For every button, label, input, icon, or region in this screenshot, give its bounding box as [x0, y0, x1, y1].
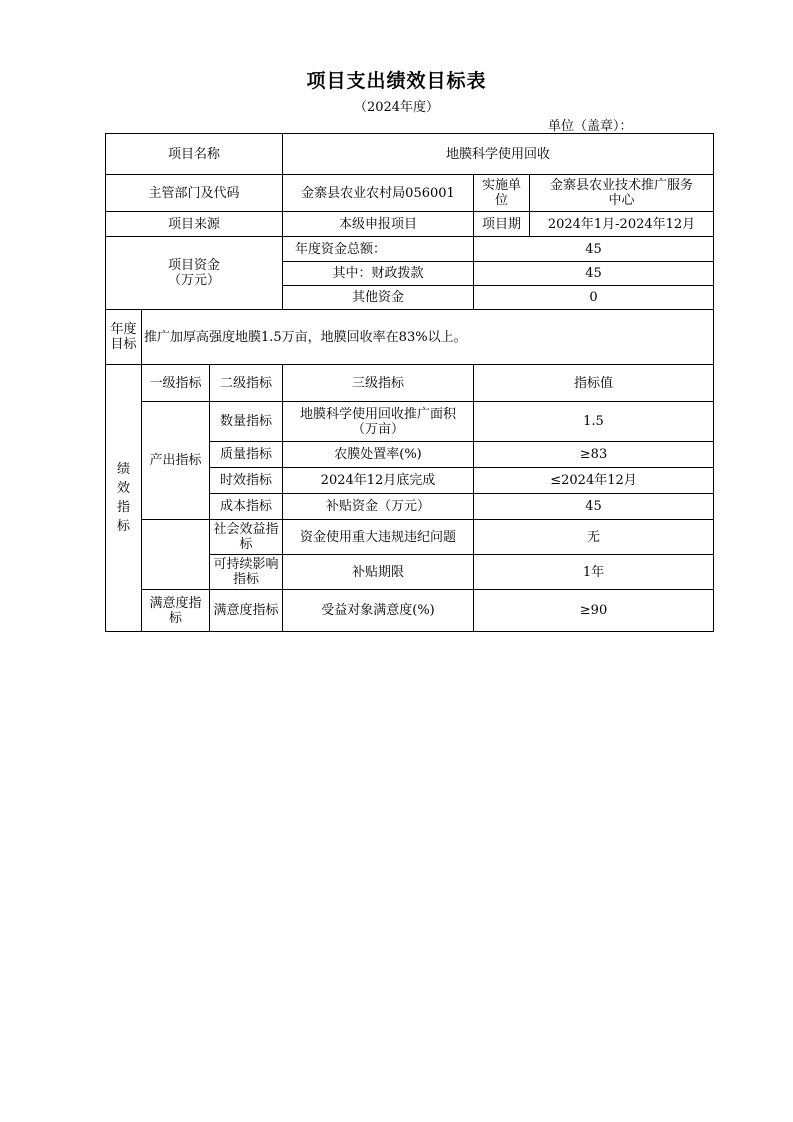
funds-total-label: 年度资金总额： — [283, 237, 474, 262]
level2-cell: 满意度指标 — [210, 590, 283, 632]
table-row — [106, 402, 714, 442]
performance-target-table — [105, 133, 714, 632]
value-cell: 45 — [474, 494, 714, 520]
level3-cell — [283, 402, 474, 442]
department-row — [106, 175, 714, 212]
value-cell: 1年 — [474, 555, 714, 590]
project-name-label: 项目名称 — [106, 134, 283, 175]
department-label: 主管部门及代码 — [106, 175, 283, 212]
level3-line2: （万亩） — [351, 421, 404, 437]
funds-label — [106, 237, 283, 310]
project-name-row — [106, 134, 714, 175]
value-cell: 1.5 — [474, 402, 714, 442]
table-row — [106, 520, 714, 555]
level2-cell: 质量指标 — [210, 442, 283, 468]
level3-line1: 地膜科学使用回收推广面积 — [299, 406, 456, 422]
funds-fiscal-label: 其中：财政拨款 — [283, 262, 474, 286]
level3-cell: 补贴期限 — [283, 555, 474, 590]
satisfaction-label-line1: 满意度指 — [149, 595, 202, 611]
level3-cell: 资金使用重大违规违纪问题 — [283, 520, 474, 555]
output-indicator-label: 产出指标 — [142, 402, 210, 520]
funds-other-label: 其他资金 — [283, 286, 474, 310]
department-value: 金寨县农业农村局056001 — [283, 175, 474, 212]
value-cell: ≥83 — [474, 442, 714, 468]
benefit-indicator-label — [142, 520, 210, 590]
level2-cell — [210, 555, 283, 590]
annual-goal-text: 推广加厚高强度地膜1.5万亩，地膜回收率在83%以上。 — [142, 310, 714, 365]
table-row — [106, 590, 714, 632]
column-header-level1: 一级指标 — [142, 365, 210, 402]
level3-cell: 2024年12月底完成 — [283, 468, 474, 494]
funds-fiscal-value: 45 — [474, 262, 714, 286]
year-subtitle: （2024年度） — [353, 100, 440, 115]
funds-total-row — [106, 237, 714, 262]
value-cell: ≥90 — [474, 590, 714, 632]
annual-goal-label-line2: 目标 — [110, 337, 137, 352]
vertical-char-1: 绩 — [116, 462, 130, 477]
project-source-label: 项目来源 — [106, 212, 283, 237]
value-cell: ≤2024年12月 — [474, 468, 714, 494]
level2-line1: 社会效益指 — [213, 522, 279, 537]
project-source-value: 本级申报项目 — [283, 212, 474, 237]
page-title: 项目支出绩效目标表 — [306, 70, 487, 92]
level2-line1: 可持续影响 — [213, 557, 279, 572]
funds-label-line1: 项目资金 — [167, 258, 220, 273]
annual-goal-label — [106, 310, 142, 365]
satisfaction-indicator-label — [142, 590, 210, 632]
level2-line2: 标 — [239, 537, 253, 552]
indicator-header-row — [106, 365, 714, 402]
implementing-unit-line1: 金寨县农业技术推广服务 — [549, 178, 693, 193]
project-name-value: 地膜科学使用回收 — [283, 134, 714, 175]
implementing-unit-value — [530, 175, 714, 212]
level2-cell: 成本指标 — [210, 494, 283, 520]
vertical-char-2: 效 — [116, 481, 130, 496]
vertical-char-3: 指 — [116, 500, 130, 515]
project-period-label: 项目期 — [474, 212, 530, 237]
unit-seal-label: 单位（盖章）： — [548, 119, 633, 134]
level3-cell: 补贴资金（万元） — [283, 494, 474, 520]
column-header-level2: 二级指标 — [210, 365, 283, 402]
funds-label-line2: （万元） — [167, 273, 220, 288]
funds-other-value: 0 — [474, 286, 714, 310]
performance-indicators-label — [106, 365, 142, 632]
level3-cell: 受益对象满意度(%) — [283, 590, 474, 632]
vertical-char-4: 标 — [116, 519, 130, 534]
level3-cell: 农膜处置率(%) — [283, 442, 474, 468]
annual-goal-label-line1: 年度 — [110, 322, 137, 337]
source-row — [106, 212, 714, 237]
value-cell: 无 — [474, 520, 714, 555]
implementing-unit-label: 实施单位 — [474, 175, 530, 212]
implementing-unit-line2: 中心 — [608, 193, 635, 208]
column-header-value: 指标值 — [474, 365, 714, 402]
satisfaction-label-line2: 标 — [168, 610, 182, 626]
column-header-level3: 三级指标 — [283, 365, 474, 402]
annual-goal-row — [106, 310, 714, 365]
level2-line2: 指标 — [232, 572, 259, 587]
level2-cell — [210, 520, 283, 555]
level2-cell: 数量指标 — [210, 402, 283, 442]
funds-total-value: 45 — [474, 237, 714, 262]
project-period-value: 2024年1月-2024年12月 — [530, 212, 714, 237]
level2-cell: 时效指标 — [210, 468, 283, 494]
